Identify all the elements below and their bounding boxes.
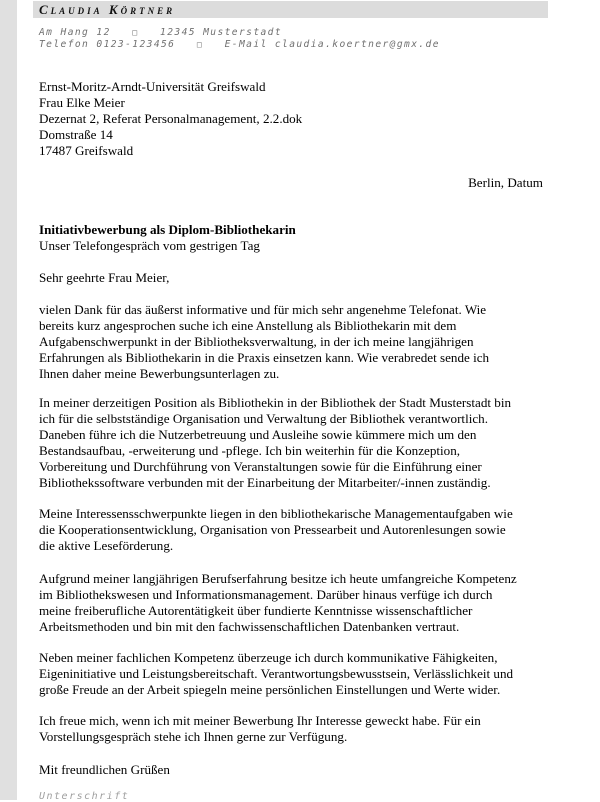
letter-paragraph: Ich freue mich, wenn ich mit meiner Bewerbung Ihr Interesse geweckt habe. Für ein Vorstellungsgespräch stehe ich Ihnen gerne zur Verfügung. — [39, 713, 481, 745]
recipient-city: 17487 Greifswald — [39, 143, 134, 159]
closing: Mit freundlichen Grüßen — [39, 762, 170, 777]
recipient-organization: Ernst-Moritz-Arndt-Universität Greifswald — [39, 79, 266, 94]
subject-reference: Unser Telefongespräch vom gestrigen Tag — [39, 238, 260, 254]
sender-address-line — [39, 27, 282, 38]
recipient-street: Domstraße 14 — [39, 127, 113, 143]
sender-email: E-Mail claudia.koertner@gmx.de — [224, 39, 440, 50]
recipient-department: Dezernat 2, Referat Personalmanagement, 2.2.dok — [39, 111, 303, 127]
square-bullet-icon: □ — [196, 40, 204, 49]
left-margin-bar — [0, 0, 17, 800]
sender-street: Am Hang 12 — [39, 27, 111, 38]
sender-contact-line — [39, 39, 440, 50]
letter-paragraph: vielen Dank für das äußerst informative und für mich sehr angenehme Telefonat. Wie bereits kurz angesprochen suche ich eine Anstellung als Bibliothekarin mit dem Aufgabenschwerpunkt in der Bibliotheksverwaltung, in der ich meine langjährigen Erfahrungen als Bibliothekarin in die Praxis einsetzen kann. Wie verabredet sende ich Ihnen daher meine Bewerbungsunterlagen zu. — [39, 302, 490, 382]
letter-paragraph: In meiner derzeitigen Position als Bibliothekin in der Bibliothek der Stadt Musterstadt bin ich für die selbstständige Organisation und Verwaltung der Bibliothek verantwortlich. Daneben führe ich die Nutzerbetreuung und Ausleihe sowie kümmere mich um den Bestandsaufbau, -erweiterung und -pflege. Ich bin weiterhin für die Konzeption, Vorbereitung und Durchführung von Veranstaltungen sowie für die Einführung einer Bibliothekssoftware verbunden mit der Einarbeitung der Mitarbeiter/-innen zuständig. — [39, 395, 512, 491]
place-date: Berlin, Datum — [468, 175, 543, 190]
recipient-person: Frau Elke Meier — [39, 95, 125, 111]
square-bullet-icon: □ — [132, 28, 139, 37]
sender-city: 12345 Musterstadt — [160, 27, 283, 38]
subject-title: Initiativbewerbung als Diplom-Bibliothekarin — [39, 222, 296, 237]
letter-paragraph: Aufgrund meiner langjährigen Berufserfahrung besitze ich heute umfangreiche Kompetenz im Bibliothekswesen und Informationsmanagement. Darüber hinaus verfüge ich durch meine freiberufliche Autorentätigkeit über fundierte Kenntnisse wissenschaftlicher Arbeitsmethoden und bin mit den fachwissenschaftlichen Datenbanken vertraut. — [39, 571, 517, 635]
recipient-address — [39, 79, 302, 159]
letter-paragraph: Meine Interessensschwerpunkte liegen in den bibliothekarische Managementaufgaben wie die Kooperationsentwicklung, Organisation von Pressearbeit und Autorenlesungen sowie die aktive Leseförderung. — [39, 506, 513, 554]
signature-label: Unterschrift — [39, 791, 130, 802]
salutation: Sehr geehrte Frau Meier, — [39, 270, 170, 285]
sender-name: Claudia Körtner — [39, 2, 176, 17]
sender-phone: Telefon 0123-123456 — [39, 39, 176, 50]
subject-block — [39, 222, 296, 254]
letter-paragraph: Neben meiner fachlichen Kompetenz überzeuge ich durch kommunikative Fähigkeiten, Eigeninitiative und Leistungsbereitschaft. Verantwortungsbewusstsein, Verlässlichkeit und große Freude an der Arbeit spiegeln meine persönlichen Einstellungen und Werte wider. — [39, 650, 514, 698]
